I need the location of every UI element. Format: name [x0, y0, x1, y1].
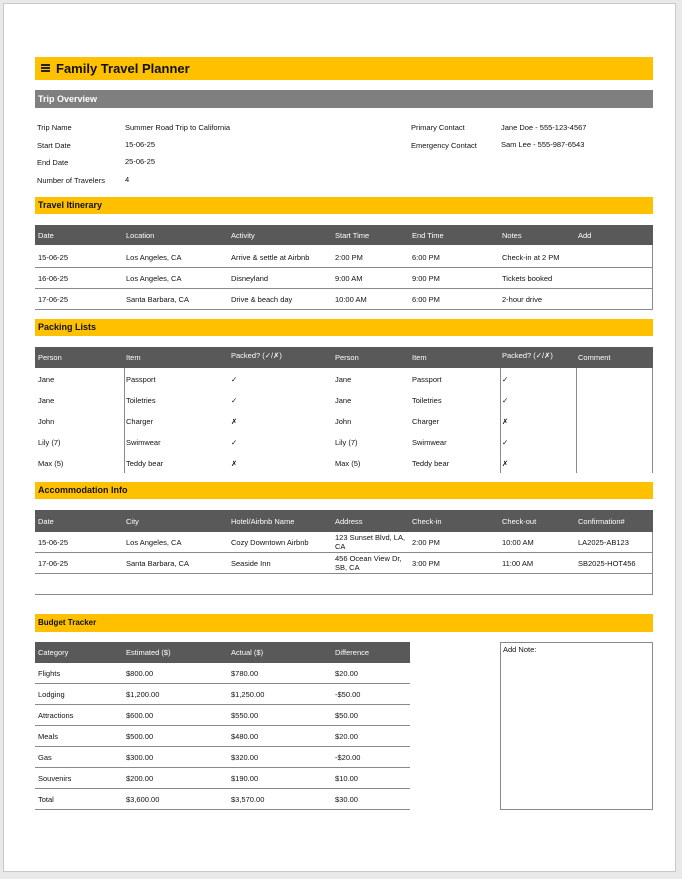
table-border	[652, 532, 653, 595]
cell: 123 Sunset Blvd, LA, CA	[335, 533, 406, 551]
primary-contact-label: Primary Contact	[411, 123, 465, 132]
col-difference: Difference	[335, 648, 370, 657]
cell: 10:00 AM	[335, 295, 367, 304]
col-date: Date	[38, 517, 54, 526]
check-icon[interactable]: ✓	[502, 438, 509, 447]
cell: 2:00 PM	[412, 538, 440, 547]
cell: Drive & beach day	[231, 295, 293, 304]
table-row-total[interactable]	[35, 789, 410, 810]
check-icon[interactable]: ✓	[231, 375, 238, 384]
check-icon[interactable]: ✓	[502, 375, 509, 384]
cell: Jane	[335, 375, 352, 384]
page-title: Family Travel Planner	[56, 61, 190, 76]
cell: Attractions	[38, 711, 74, 720]
cell: Santa Barbara, CA	[126, 295, 189, 304]
cell: Charger	[126, 417, 154, 426]
cell: $1,200.00	[126, 690, 160, 699]
cell: $200.00	[126, 774, 154, 783]
table-row[interactable]	[35, 247, 653, 268]
col-end-time: End Time	[412, 231, 444, 240]
cell: $190.00	[231, 774, 259, 783]
trip-name-value[interactable]: Summer Road Trip to California	[125, 123, 231, 132]
check-icon[interactable]: ✓	[231, 438, 238, 447]
accommodation-section-header	[35, 482, 653, 499]
emergency-contact-label: Emergency Contact	[411, 141, 477, 150]
accommodation-table-header	[35, 510, 653, 532]
primary-contact-value[interactable]: Jane Doe - 555-123-4567	[501, 123, 587, 132]
col-packed: Packed? (✓/✗)	[231, 351, 282, 360]
col-date: Date	[38, 231, 54, 240]
cell: $480.00	[231, 732, 259, 741]
cell: Tickets booked	[502, 274, 553, 283]
cell: Teddy bear	[126, 459, 164, 468]
cell: Passport	[412, 375, 442, 384]
cell: Disneyland	[231, 274, 269, 283]
add-note-label: Add Note:	[503, 645, 537, 654]
col-add: Add	[578, 231, 592, 240]
cell: 15-06-25	[38, 538, 69, 547]
cross-icon[interactable]: ✗	[231, 459, 238, 468]
cell: Jane	[335, 396, 352, 405]
cell: 9:00 AM	[335, 274, 363, 283]
cell: Toiletries	[126, 396, 156, 405]
cell: Swimwear	[126, 438, 161, 447]
col-person-2: Person	[335, 353, 359, 362]
accommodation-title: Accommodation Info	[38, 485, 128, 495]
col-activity: Activity	[231, 231, 255, 240]
col-notes: Notes	[502, 231, 522, 240]
packing-title: Packing Lists	[38, 322, 97, 332]
col-category: Category	[38, 648, 69, 657]
cell: $600.00	[126, 711, 154, 720]
cell: John	[38, 417, 55, 426]
cell: Toiletries	[412, 396, 442, 405]
cell: -$50.00	[335, 690, 361, 699]
cell: -$20.00	[335, 753, 361, 762]
cell: $300.00	[126, 753, 154, 762]
cell: $320.00	[231, 753, 259, 762]
cell: Lily (7)	[335, 438, 358, 447]
cell: $3,570.00	[231, 795, 265, 804]
cell: Max (5)	[38, 459, 64, 468]
cell: Los Angeles, CA	[126, 253, 182, 262]
table-row[interactable]	[35, 684, 410, 705]
table-row[interactable]	[35, 747, 410, 768]
cell: $1,250.00	[231, 690, 265, 699]
cell: SB2025-HOT456	[578, 559, 636, 568]
cell: Total	[38, 795, 54, 804]
cell: 11:00 AM	[502, 559, 534, 568]
budget-table-header	[35, 642, 410, 663]
itinerary-title: Travel Itinerary	[38, 200, 103, 210]
cell: $500.00	[126, 732, 154, 741]
cell: 9:00 PM	[412, 274, 440, 283]
table-row[interactable]	[35, 553, 653, 574]
col-actual: Actual ($)	[231, 648, 264, 657]
col-person: Person	[38, 353, 62, 362]
cell: $50.00	[335, 711, 358, 720]
trip-overview-title: Trip Overview	[38, 94, 98, 104]
cell: Passport	[126, 375, 156, 384]
budget-section-header	[35, 614, 653, 632]
cell: Teddy bear	[412, 459, 450, 468]
cell: Cozy Downtown Airbnb	[231, 538, 309, 547]
table-row[interactable]	[35, 410, 653, 431]
cell: Seaside Inn	[231, 559, 271, 568]
table-border	[652, 245, 653, 310]
col-confirmation: Confirmation#	[578, 517, 625, 526]
trip-name-label: Trip Name	[37, 123, 72, 132]
table-row[interactable]	[35, 663, 410, 684]
cell: Los Angeles, CA	[126, 538, 182, 547]
col-address: Address	[335, 517, 363, 526]
cell: 10:00 AM	[502, 538, 534, 547]
table-row[interactable]	[35, 389, 653, 410]
col-estimated: Estimated ($)	[126, 648, 171, 657]
end-date-label: End Date	[37, 158, 69, 167]
check-icon[interactable]: ✓	[502, 396, 509, 405]
itinerary-section-header	[35, 197, 653, 214]
cell: Santa Barbara, CA	[126, 559, 189, 568]
cell: Gas	[38, 753, 52, 762]
col-check-in: Check-in	[412, 517, 442, 526]
col-check-out: Check-out	[502, 517, 537, 526]
cell: 15-06-25	[38, 253, 69, 262]
cell: Swimwear	[412, 438, 447, 447]
table-row[interactable]	[35, 705, 410, 726]
table-row[interactable]	[35, 368, 653, 389]
cell: Check-in at 2 PM	[502, 253, 560, 262]
col-location: Location	[126, 231, 155, 240]
cell: $10.00	[335, 774, 358, 783]
planner-page	[3, 3, 676, 872]
cell: Meals	[38, 732, 59, 741]
cell: Jane	[38, 396, 55, 405]
cross-icon[interactable]: ✗	[502, 417, 509, 426]
cell: 3:00 PM	[412, 559, 440, 568]
start-date-label: Start Date	[37, 141, 71, 150]
cross-icon[interactable]: ✗	[502, 459, 509, 468]
itinerary-table-header	[35, 225, 653, 245]
travelers-label: Number of Travelers	[37, 176, 105, 185]
table-row[interactable]	[35, 268, 653, 289]
table-row[interactable]	[35, 726, 410, 747]
cell: Max (5)	[335, 459, 361, 468]
col-hotel: Hotel/Airbnb Name	[231, 517, 295, 526]
table-row[interactable]	[35, 452, 653, 473]
cell: Souvenirs	[38, 774, 72, 783]
travelers-value[interactable]: 4	[125, 175, 130, 184]
table-row[interactable]	[35, 289, 653, 310]
cell: 2:00 PM	[335, 253, 363, 262]
cell: 6:00 PM	[412, 295, 440, 304]
cell: 456 Ocean View Dr, SB, CA	[335, 554, 402, 572]
table-row[interactable]	[35, 768, 410, 789]
col-packed-2: Packed? (✓/✗)	[502, 351, 553, 360]
cell: $550.00	[231, 711, 259, 720]
cell: 17-06-25	[38, 295, 69, 304]
cell: Los Angeles, CA	[126, 274, 182, 283]
cell: John	[335, 417, 352, 426]
cell: $800.00	[126, 669, 154, 678]
table-row[interactable]	[35, 431, 653, 452]
packing-table-header	[35, 347, 653, 368]
cell: $20.00	[335, 732, 358, 741]
cell: $20.00	[335, 669, 358, 678]
cell: 2-hour drive	[502, 295, 543, 304]
cell: Flights	[38, 669, 61, 678]
col-comment: Comment	[578, 353, 611, 362]
budget-title: Budget Tracker	[38, 618, 97, 627]
emergency-contact-value[interactable]: Sam Lee - 555-987-6543	[501, 140, 585, 149]
trip-overview-header	[35, 90, 653, 108]
add-note-box[interactable]	[500, 642, 653, 810]
cell: LA2025-AB123	[578, 538, 629, 547]
list-icon	[41, 64, 50, 73]
cell: 16-06-25	[38, 274, 69, 283]
cell: Arrive & settle at Airbnb	[231, 253, 310, 262]
cross-icon[interactable]: ✗	[231, 417, 238, 426]
cell: $30.00	[335, 795, 358, 804]
col-item: Item	[126, 353, 141, 362]
cell: Jane	[38, 375, 55, 384]
cell: $3,600.00	[126, 795, 160, 804]
cell: 6:00 PM	[412, 253, 440, 262]
check-icon[interactable]: ✓	[231, 396, 238, 405]
packing-section-header	[35, 319, 653, 336]
col-start-time: Start Time	[335, 231, 370, 240]
cell: $780.00	[231, 669, 259, 678]
col-item-2: Item	[412, 353, 427, 362]
end-date-value[interactable]: 25-06-25	[125, 157, 156, 166]
table-row-empty[interactable]	[35, 574, 653, 595]
title-banner	[35, 57, 653, 80]
table-row[interactable]	[35, 532, 653, 553]
col-city: City	[126, 517, 139, 526]
cell: Lodging	[38, 690, 65, 699]
cell: Lily (7)	[38, 438, 61, 447]
cell: Charger	[412, 417, 440, 426]
start-date-value[interactable]: 15-06-25	[125, 140, 156, 149]
cell: 17-06-25	[38, 559, 69, 568]
